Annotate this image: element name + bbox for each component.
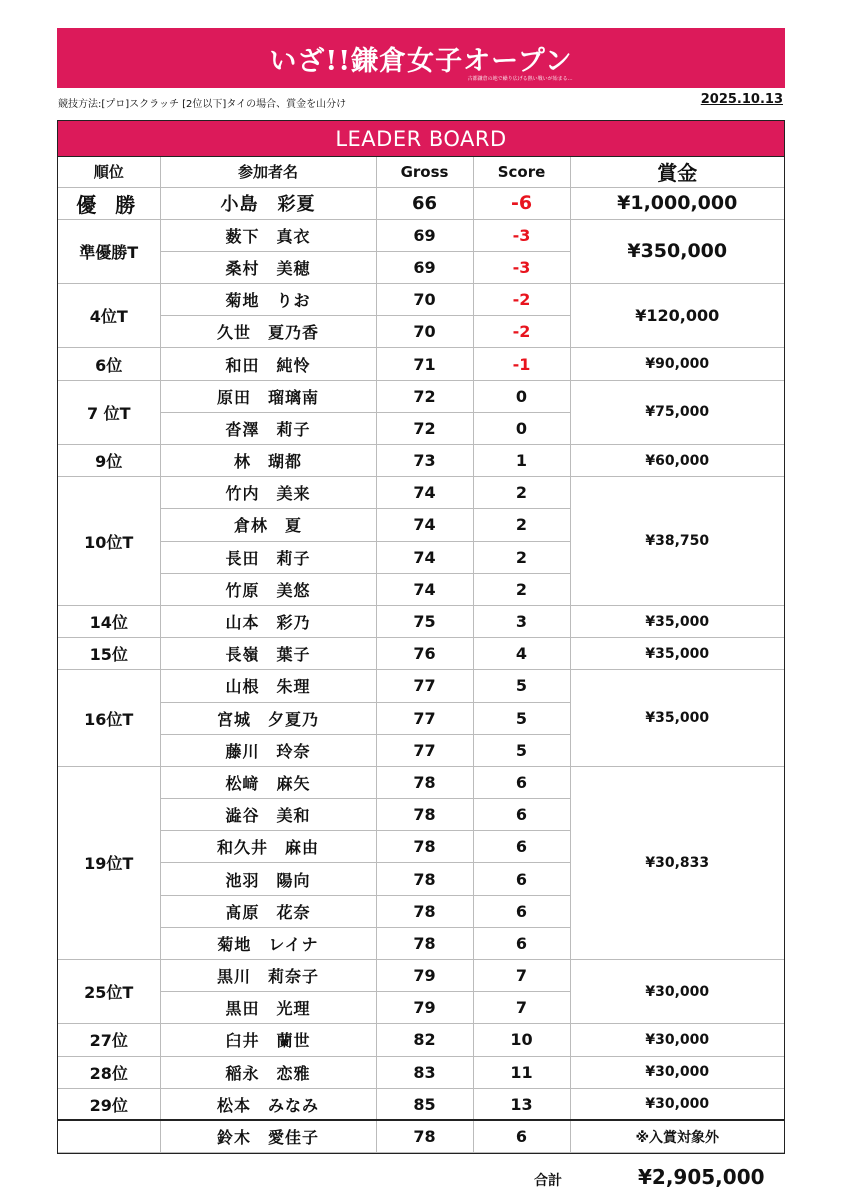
gross-cell: 77: [376, 734, 473, 766]
rank-cell: 7 位T: [58, 380, 160, 444]
player-name: 竹内 美来: [160, 477, 376, 509]
score-cell: 6: [473, 895, 570, 927]
player-name: 松本 みなみ: [160, 1088, 376, 1120]
score-cell: 0: [473, 412, 570, 444]
table-row: [58, 1088, 784, 1120]
table-row: [58, 766, 784, 798]
leader-board: [57, 120, 785, 1154]
player-name: 沓澤 莉子: [160, 412, 376, 444]
gross-cell: 78: [376, 831, 473, 863]
player-name: 黒川 莉奈子: [160, 960, 376, 992]
score-cell: 2: [473, 573, 570, 605]
total-value: ¥2,905,000: [638, 1165, 765, 1189]
gross-cell: 73: [376, 445, 473, 477]
player-name: 髙原 花奈: [160, 895, 376, 927]
gross-column-header: Gross: [376, 157, 473, 187]
gross-cell: 85: [376, 1088, 473, 1120]
rank-cell: 16位T: [58, 670, 160, 767]
score-cell: 11: [473, 1056, 570, 1088]
prize-cell: ¥30,833: [570, 766, 784, 959]
player-name: 稲永 恋雅: [160, 1056, 376, 1088]
gross-cell: 76: [376, 638, 473, 670]
rank-cell: 準優勝T: [58, 219, 160, 283]
rank-cell: 4位T: [58, 284, 160, 348]
prize-cell: ¥120,000: [570, 284, 784, 348]
prize-cell: ¥30,000: [570, 1024, 784, 1056]
table-row: [58, 219, 784, 251]
player-name: 臼井 蘭世: [160, 1024, 376, 1056]
board-title: LEADER BOARD: [58, 121, 784, 157]
event-date: 2025.10.13: [700, 92, 783, 107]
gross-cell: 78: [376, 895, 473, 927]
player-name: 菊地 りお: [160, 284, 376, 316]
gross-cell: 77: [376, 702, 473, 734]
player-name: 松﨑 麻矢: [160, 766, 376, 798]
rank-cell: 28位: [58, 1056, 160, 1088]
banner-logo: [269, 39, 573, 82]
gross-cell: 74: [376, 573, 473, 605]
player-name: 小島 彩夏: [160, 187, 376, 219]
score-cell: 2: [473, 541, 570, 573]
rank-cell: 優 勝: [58, 187, 160, 219]
prize-cell: ¥75,000: [570, 380, 784, 444]
player-name: 山本 彩乃: [160, 605, 376, 637]
player-name: 鈴木 愛佳子: [160, 1120, 376, 1152]
gross-cell: 79: [376, 960, 473, 992]
gross-cell: 78: [376, 1120, 473, 1152]
rank-cell: 27位: [58, 1024, 160, 1056]
gross-cell: 66: [376, 187, 473, 219]
gross-cell: 79: [376, 992, 473, 1024]
player-name: 原田 瑠璃南: [160, 380, 376, 412]
rank-cell: 29位: [58, 1088, 160, 1120]
player-name: 山根 朱理: [160, 670, 376, 702]
table-header-row: [58, 157, 784, 187]
score-cell: 5: [473, 734, 570, 766]
prize-cell: ¥35,000: [570, 605, 784, 637]
title-banner: [57, 28, 785, 88]
player-name: 久世 夏乃香: [160, 316, 376, 348]
score-cell: 0: [473, 380, 570, 412]
table-row: [58, 477, 784, 509]
rank-cell: 14位: [58, 605, 160, 637]
player-name: 倉林 夏: [160, 509, 376, 541]
score-column-header: Score: [473, 157, 570, 187]
competition-rules: 競技方法:[プロ]スクラッチ [2位以下]タイの場合、賞金を山分け: [58, 99, 347, 110]
rank-cell: 9位: [58, 445, 160, 477]
player-name: 宮城 夕夏乃: [160, 702, 376, 734]
banner-tagline: 古都鎌倉の地で繰り広げる熱い戦いが始まる…: [467, 75, 573, 82]
player-name: 澁谷 美和: [160, 799, 376, 831]
player-name: 和田 純怜: [160, 348, 376, 380]
rank-cell: 10位T: [58, 477, 160, 606]
player-name: 竹原 美悠: [160, 573, 376, 605]
score-cell: -2: [473, 284, 570, 316]
score-cell: 13: [473, 1088, 570, 1120]
gross-cell: 78: [376, 927, 473, 959]
score-cell: 6: [473, 927, 570, 959]
prize-cell: ¥350,000: [570, 219, 784, 283]
prize-cell: ¥30,000: [570, 960, 784, 1024]
score-cell: 6: [473, 766, 570, 798]
rank-cell: 19位T: [58, 766, 160, 959]
player-name: 黒田 光理: [160, 992, 376, 1024]
player-name: 長嶺 葉子: [160, 638, 376, 670]
score-cell: 7: [473, 960, 570, 992]
prize-cell: ¥1,000,000: [570, 187, 784, 219]
prize-note: ※入賞対象外: [570, 1120, 784, 1152]
score-cell: 1: [473, 445, 570, 477]
table-row: [58, 1056, 784, 1088]
player-name: 薮下 真衣: [160, 219, 376, 251]
rank-cell: [58, 1120, 160, 1152]
prize-column-header: 賞金: [570, 157, 784, 187]
player-name: 藤川 玲奈: [160, 734, 376, 766]
rank-column-header: 順位: [58, 157, 160, 187]
score-cell: 2: [473, 477, 570, 509]
score-cell: 6: [473, 831, 570, 863]
gross-cell: 74: [376, 477, 473, 509]
gross-cell: 70: [376, 316, 473, 348]
prize-cell: ¥90,000: [570, 348, 784, 380]
banner-title: いざ!!鎌倉女子オープン: [269, 45, 573, 77]
prize-cell: ¥35,000: [570, 638, 784, 670]
table-row: [58, 445, 784, 477]
score-cell: 4: [473, 638, 570, 670]
gross-cell: 74: [376, 541, 473, 573]
prize-cell: ¥30,000: [570, 1088, 784, 1120]
score-cell: -3: [473, 251, 570, 283]
table-row: [58, 638, 784, 670]
gross-cell: 77: [376, 670, 473, 702]
table-row: [58, 1024, 784, 1056]
excluded-player-row: [58, 1120, 784, 1152]
score-cell: 6: [473, 799, 570, 831]
player-name: 菊地 レイナ: [160, 927, 376, 959]
score-cell: -6: [473, 187, 570, 219]
table-row: [58, 605, 784, 637]
score-cell: 10: [473, 1024, 570, 1056]
score-cell: 7: [473, 992, 570, 1024]
player-name: 林 瑚都: [160, 445, 376, 477]
score-cell: 6: [473, 1120, 570, 1152]
table-row: [58, 187, 784, 219]
gross-cell: 69: [376, 219, 473, 251]
player-name: 桑村 美穂: [160, 251, 376, 283]
gross-cell: 75: [376, 605, 473, 637]
table-row: [58, 284, 784, 316]
prize-cell: ¥38,750: [570, 477, 784, 606]
gross-cell: 78: [376, 799, 473, 831]
player-name: 長田 莉子: [160, 541, 376, 573]
gross-cell: 72: [376, 380, 473, 412]
gross-cell: 78: [376, 863, 473, 895]
table-row: [58, 670, 784, 702]
rank-cell: 6位: [58, 348, 160, 380]
score-cell: 6: [473, 863, 570, 895]
gross-cell: 71: [376, 348, 473, 380]
score-cell: 2: [473, 509, 570, 541]
score-cell: -3: [473, 219, 570, 251]
rank-cell: 15位: [58, 638, 160, 670]
score-cell: -1: [473, 348, 570, 380]
gross-cell: 83: [376, 1056, 473, 1088]
table-row: [58, 960, 784, 992]
gross-cell: 72: [376, 412, 473, 444]
score-cell: 5: [473, 670, 570, 702]
total-label: 合計: [534, 1173, 562, 1189]
player-name: 池羽 陽向: [160, 863, 376, 895]
name-column-header: 参加者名: [160, 157, 376, 187]
gross-cell: 82: [376, 1024, 473, 1056]
gross-cell: 69: [376, 251, 473, 283]
score-cell: 3: [473, 605, 570, 637]
gross-cell: 70: [376, 284, 473, 316]
table-row: [58, 380, 784, 412]
player-name: 和久井 麻由: [160, 831, 376, 863]
prize-cell: ¥30,000: [570, 1056, 784, 1088]
gross-cell: 78: [376, 766, 473, 798]
table-row: [58, 348, 784, 380]
gross-cell: 74: [376, 509, 473, 541]
prize-cell: ¥35,000: [570, 670, 784, 767]
prize-cell: ¥60,000: [570, 445, 784, 477]
score-cell: -2: [473, 316, 570, 348]
rank-cell: 25位T: [58, 960, 160, 1024]
leaderboard-table: [58, 157, 784, 1153]
score-cell: 5: [473, 702, 570, 734]
